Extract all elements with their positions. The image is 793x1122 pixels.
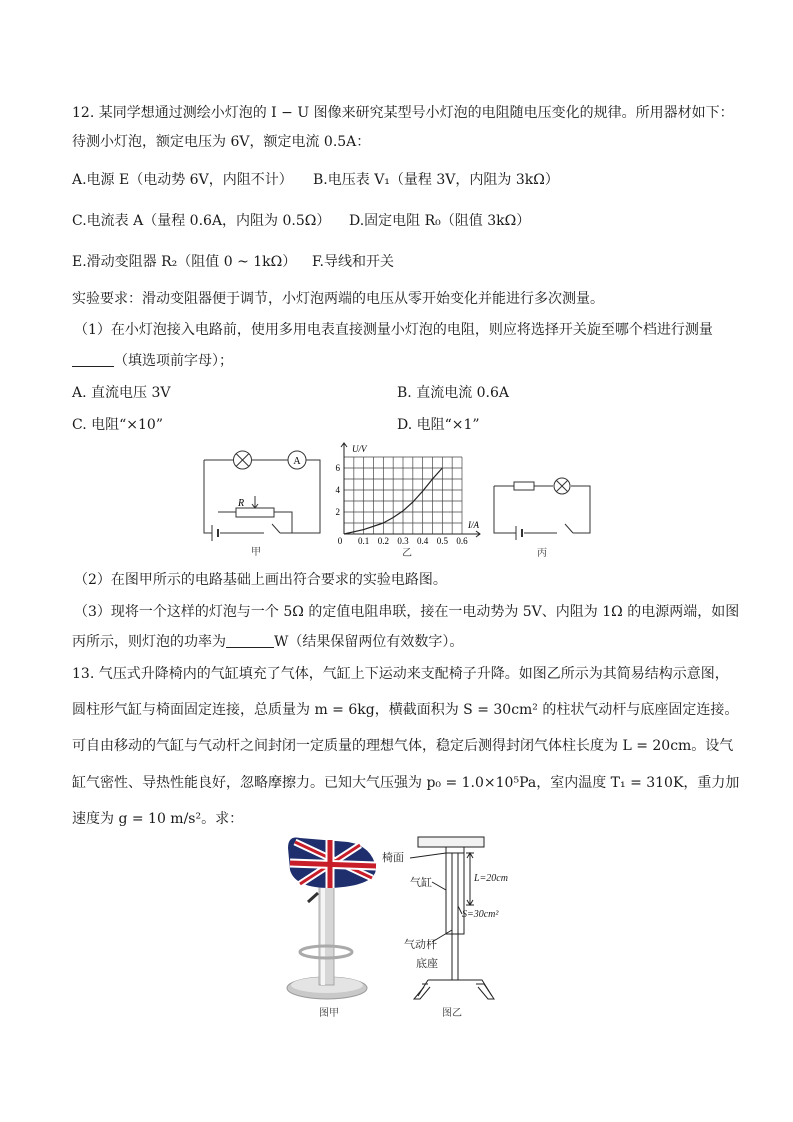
q13-line4: 缸气密性、导热性能良好，忽略摩擦力。已知大气压强为 p₀ = 1.0×10⁵Pa，室内温度 T₁ = 310K，重力加: [72, 775, 740, 791]
q12-part3-text-a: 丙所示，则灯泡的功率为: [72, 634, 226, 650]
q12-item-b: B.电压表 V₁（量程 3V，内阻为 3kΩ）: [313, 172, 559, 188]
chart-x-tick-label: 0.3: [397, 536, 409, 546]
q12-part3-text-b: W（结果保留两位有效数字）。: [274, 634, 464, 650]
label-length: L=20cm: [474, 873, 508, 884]
label-base: 底座: [416, 958, 438, 970]
q12-option-b: B. 直流电流 0.6A: [397, 385, 510, 401]
q12-item-c: C.电流表 A（量程 0.6A，内阻为 0.5Ω）: [72, 213, 331, 229]
q12-part1-hint: （填选项前字母）；: [114, 353, 233, 369]
q12-part2: （2）在图甲所示的电路基础上画出符合要求的实验电路图。: [74, 572, 447, 588]
chart-y-tick-label: 2: [335, 507, 340, 517]
q12-part1-line1: （1）在小灯泡接入电路前，使用多用电表直接测量小灯泡的电阻，则应将选择开关旋至哪个档进行测量: [74, 322, 713, 338]
chart-x-tick-label: 0.1: [358, 536, 370, 546]
chart-x-tick-label: 0.4: [417, 536, 429, 546]
ammeter-label: A: [293, 456, 301, 467]
chart-x-tick-label: 0.5: [436, 536, 448, 546]
q12-part3-line1: （3）现将一个这样的灯泡与一个 5Ω 的定值电阻串联，接在一电动势为 5V、内阻为 1Ω 的电源两端，如图: [74, 604, 740, 620]
label-area: S=30cm²: [462, 909, 499, 920]
chart-x-tick-label: 0.6: [456, 536, 468, 546]
chart-y-tick-label: 6: [335, 463, 340, 473]
label-seat: 椅面: [382, 852, 404, 864]
q12-option-d: D. 电阻“×1”: [397, 417, 480, 433]
label-cylinder: 气缸: [410, 877, 432, 889]
chart-y-tick-label: 4: [335, 485, 340, 495]
caption-tu-jia: 图甲: [319, 1008, 339, 1019]
chart-x-axis-label: I/A: [468, 520, 479, 530]
caption-yi: 乙: [402, 548, 412, 559]
q12-item-a: A.电源 E（电动势 6V，内阻不计）: [72, 172, 293, 188]
q12-option-c: C. 电阻“×10”: [72, 417, 163, 433]
caption-tu-yi: 图乙: [442, 1008, 462, 1019]
q13-line2: 圆柱形气缸与椅面固定连接，总质量为 m = 6kg，横截面积为 S = 30cm² 的柱状气动杆与底座固定连接。: [72, 702, 739, 718]
q12-item-f: F.导线和开关: [312, 254, 394, 270]
q12-intro-line2: 待测小灯泡，额定电压为 6V，额定电流 0.5A：: [72, 134, 371, 150]
rheostat-label: R: [238, 498, 245, 509]
q13-line5: 速度为 g = 10 m/s²。求：: [72, 811, 244, 827]
q12-intro-line1: 12. 某同学想通过测绘小灯泡的 I − U 图像来研究某型号小灯泡的电阻随电压变化的规律。所用器材如下：: [72, 105, 734, 121]
caption-bing: 丙: [537, 548, 547, 559]
chart-x-tick-label: 0: [337, 536, 343, 546]
q12-requirement: 实验要求：滑动变阻器便于调节，小灯泡两端的电压从零开始变化并能进行多次测量。: [72, 291, 604, 307]
chart-y-axis-label: U/V: [352, 444, 367, 454]
chart-x-tick-label: 0.2: [377, 536, 389, 546]
q12-item-d: D.固定电阻 R₀（阻值 3kΩ）: [349, 213, 531, 229]
caption-jia: 甲: [251, 547, 261, 558]
q12-item-e: E.滑动变阻器 R₂（阻值 0 ~ 1kΩ）: [72, 254, 297, 270]
q13-line1: 13. 气压式升降椅内的气缸填充了气体，气缸上下运动来支配椅子升降。如图乙所示为其简易结构示意图，: [72, 666, 729, 682]
q12-option-a: A. 直流电压 3V: [72, 385, 171, 401]
chair-illustration: [287, 837, 376, 999]
label-rod: 气动杆: [404, 939, 437, 951]
q13-line3: 可自由移动的气缸与气动杆之间封闭一定质量的理想气体，稳定后测得封闭气体柱长度为 L = 20cm。设气: [72, 738, 734, 754]
